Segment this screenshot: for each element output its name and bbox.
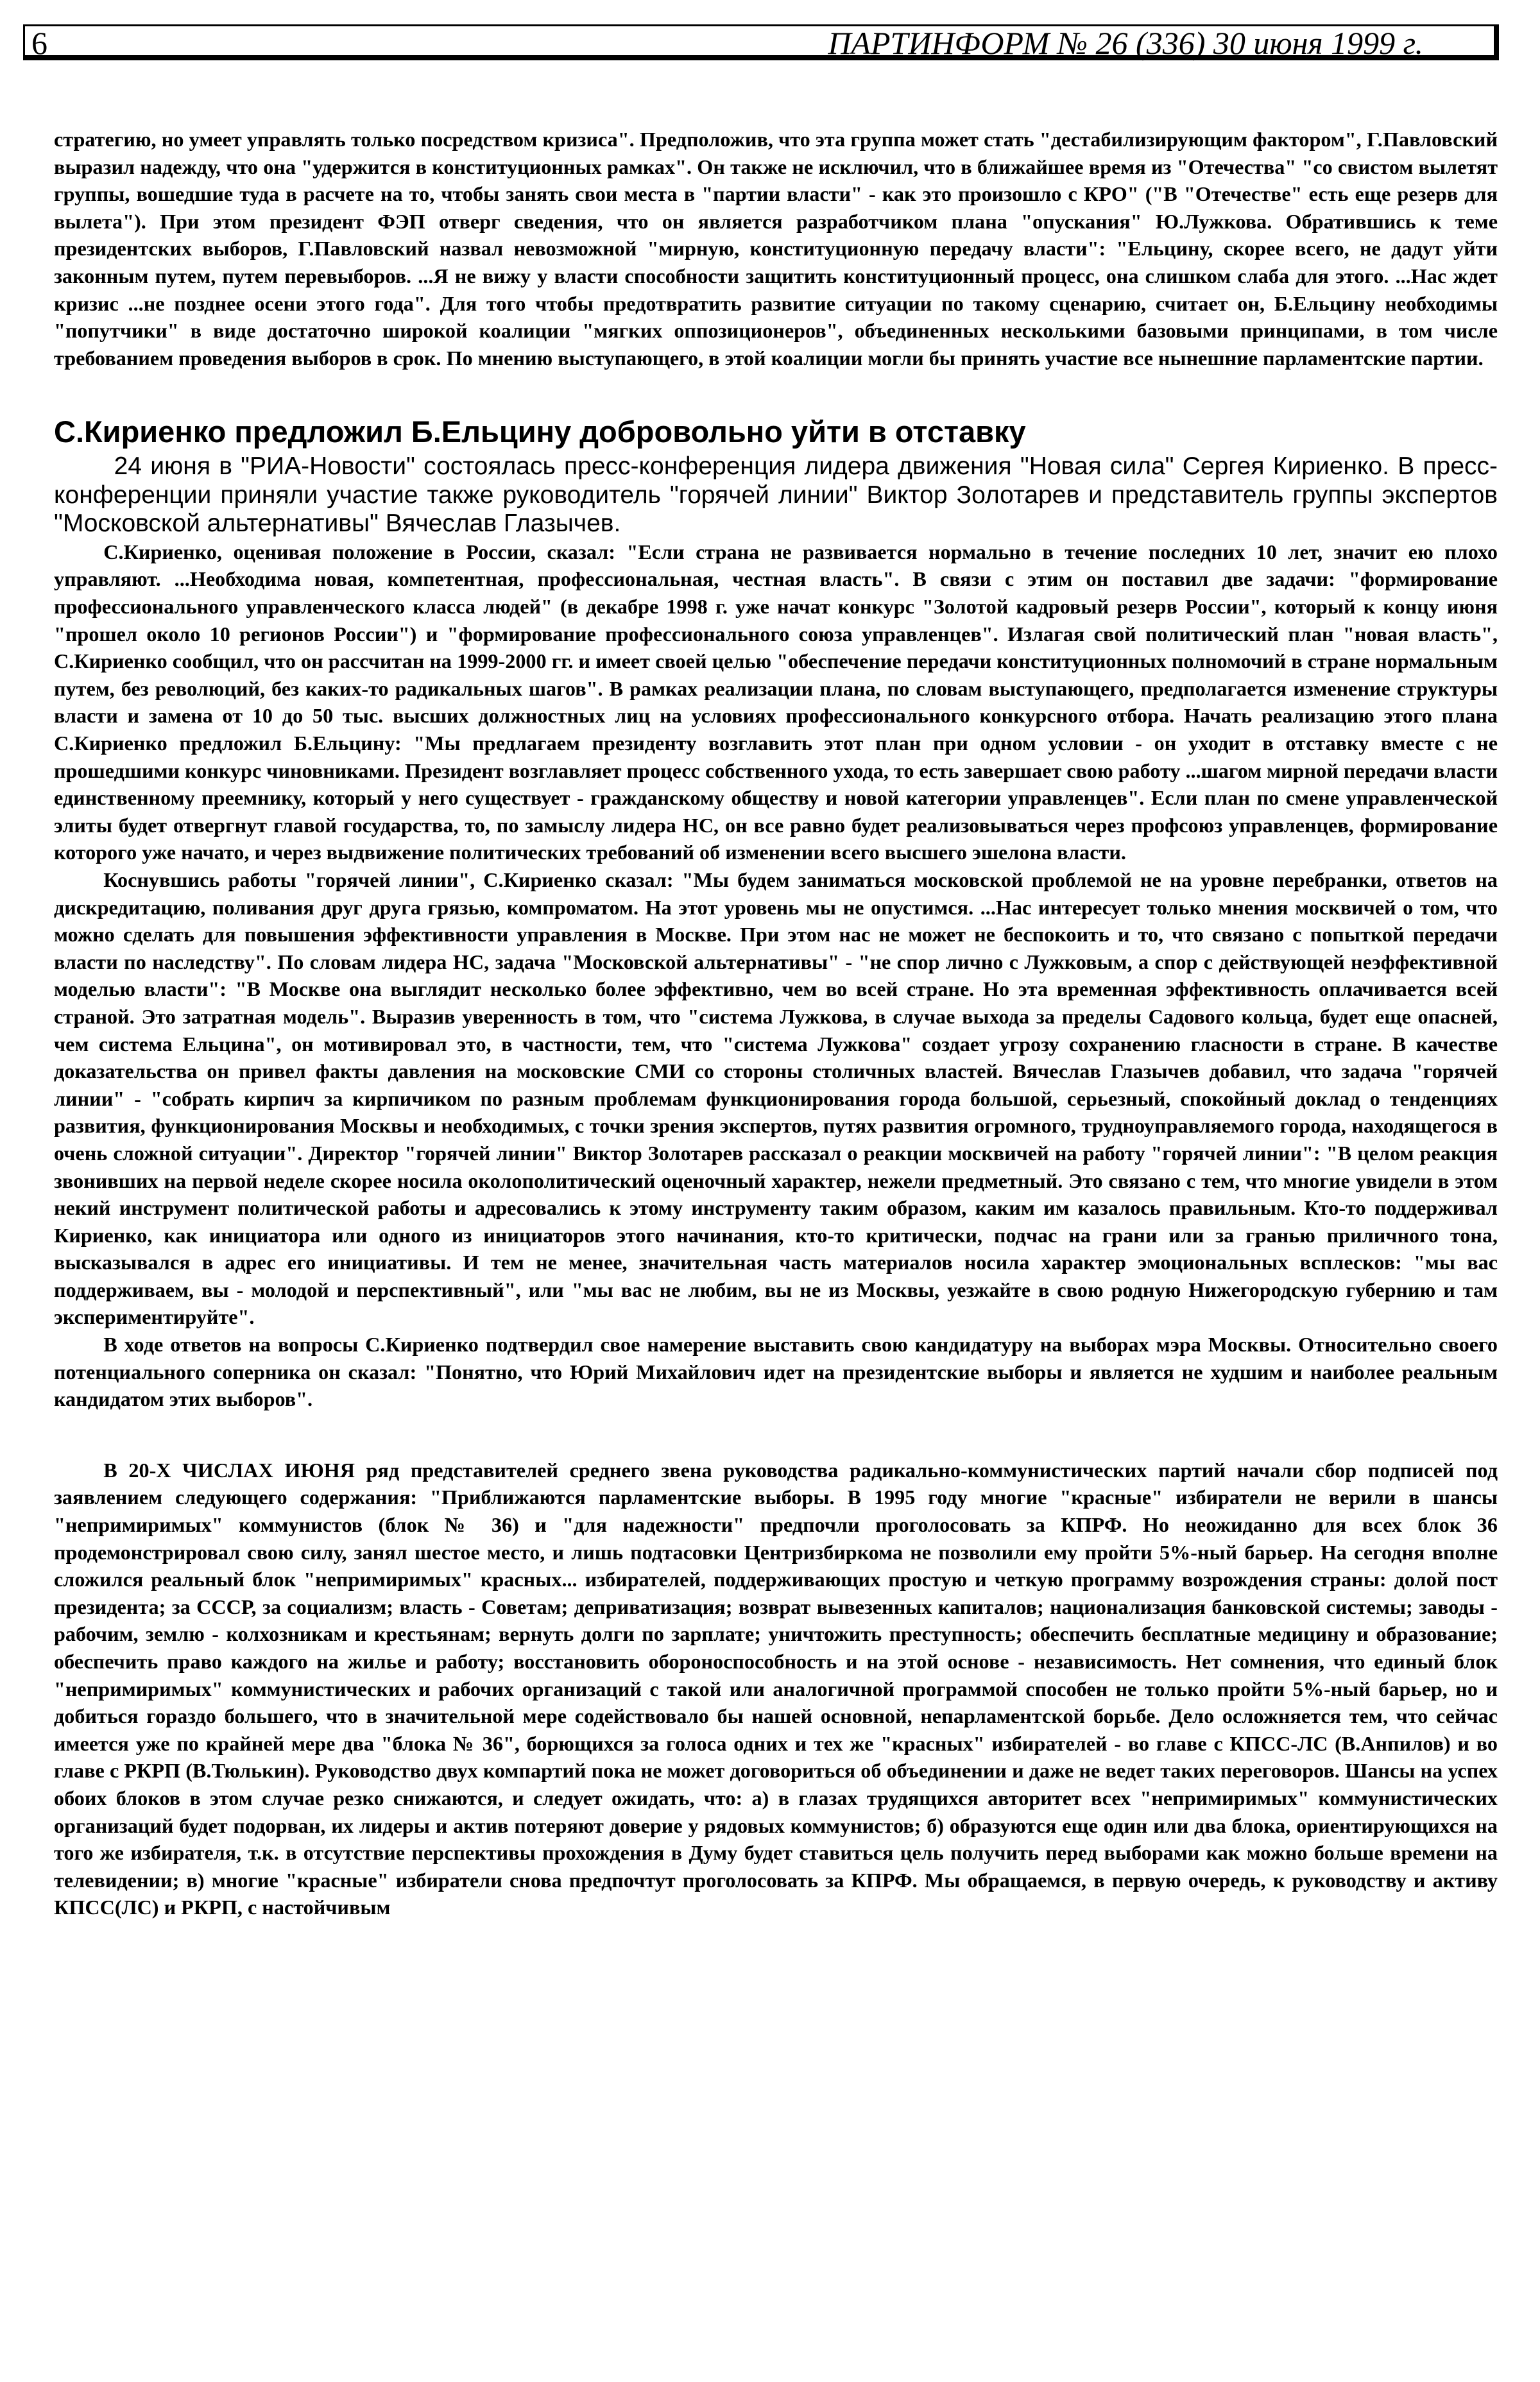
paragraph: В ходе ответов на вопросы С.Кириенко подтвердил свое намерение выставить свою кандидатуру на выборах мэра Москвы. Относительно своего потенциального соперника он сказал: "Понятно, что Юрий Михайлович идет на президентские выборы и является не худшим и наиболее реальным кандидатом этих выборов". [54, 1333, 1498, 1411]
issue-line: ПАРТИНФОРМ № 26 (336) 30 июня 1999 г. [828, 25, 1423, 61]
article-body [54, 126, 1498, 1921]
article-lead: 24 июня в "РИА-Новости" состоялась пресс-конференция лидера движения "Новая сила" Сергея Кириенко. В пресс-конференции приняли участие также руководитель "горячей линии" Виктор Золотарев и представитель группы экспертов "Московской альтернативы" Вячеслав Глазычев. [54, 452, 1498, 538]
article-title: С.Кириенко предложил Б.Ельцину добровольно уйти в отставку [54, 415, 1026, 449]
paragraph: Коснувшись работы "горячей линии", С.Кириенко сказал: "Мы будем заниматься московской проблемой не на уровне перебранки, ответов на дискредитацию, поливания друг друга грязью, компроматом. На этот уровень мы не опустимся. ...Нас интересует только мнения москвичей о том, что можно сделать для повышения эффективности управления в Москве. При этом нас не может не беспокоить и то, что связано с попыткой передачи власти по наследству". По словам лидера НС, задача "Московской альтернативы" - "не спор лично с Лужковым, а спор с действующей неэффективной моделью власти": "В Москве она выглядит несколько более эффективно, чем во всей стране. Но эта временная эффективность оплачивается всей страной. Это затратная модель". Выразив уверенность в том, что "система Лужкова, в случае выхода за пределы Садового кольца, будет еще опасней, чем система Ельцина", он мотивировал это, в частности, тем, что "система Лужкова" создает угрозу сохранению гласности в стране. В качестве доказательства он привел факты давления на московские СМИ со стороны столичных властей. Вячеслав Глазычев добавил, что задача "горячей линии" - "собрать кирпич за кирпичиком по разным проблемам функционирования города большой, серьезный, спокойный доклад о тенденциях развития, функционирования Москвы и необходимых, с точки зрения экспертов, путях развития огромного, трудноуправляемого города, находящегося в очень сложной ситуации". Директор "горячей линии" Виктор Золотарев рассказал о реакции москвичей на работу "горячей линии": "В целом реакция звонивших на первой неделе скорее носила околополитический оценочный характер, нежели предметный. Это связано с тем, что многие увидели в этом некий инструмент политической работы и адресовались к этому инструменту таким образом, каким им казалось правильным. Кто-то поддерживал Кириенко, как инициатора или одного из инициаторов этого начинания, кто-то критически, подчас на грани или за гранью приличного тона, высказывался в адрес его инициативы. И тем не менее, значительная часть материалов носила характер эмоциональных всплесков: "мы вас поддерживаем, вы - молодой и перспективный", или "мы вас не любим, вы не из Москвы, уезжайте в свою родную Нижегородскую губернию и там экспериментируйте". [54, 868, 1498, 1329]
page-header [23, 24, 1499, 60]
paragraph: стратегию, но умеет управлять только посредством кризиса". Предположив, что эта группа может стать "дестабилизирующим фактором", Г.Павловский выразил надежду, что она "удержится в конституционных рамках". Он также не исключил, что в ближайшее время из "Отечества" "со свистом вылетят группы, вошедшие туда в расчете на то, чтобы занять свои места в "партии власти" - как это произошло с КРО" ("В "Отечестве" есть еще резерв для вылета"). При этом президент ФЭП отверг сведения, что он является разработчиком плана "опускания" Ю.Лужкова. Обратившись к теме президентских выборов, Г.Павловский назвал невозможной "мирную, конституционную передачу власти": "Ельцину, скорее всего, не дадут уйти законным путем, путем перевыборов. ...Я не вижу у власти способности защитить конституционный процесс, она слишком слаба для этого. ...Нас ждет кризис ...не позднее осени этого года". Для того чтобы предотвратить развитие ситуации по такому сценарию, считает он, Б.Ельцину необходимы "попутчики" в виде достаточно широкой коалиции "мягких оппозиционеров", объединенных несколькими базовыми принципами, в том числе требованием проведения выборов в срок. По мнению выступающего, в этой коалиции могли бы принять участие все нынешние парламентские партии. [54, 128, 1498, 370]
paragraph: В 20-Х ЧИСЛАХ ИЮНЯ ряд представителей среднего звена руководства радикально-коммунистических партий начали сбор подписей под заявлением следующего содержания: "Приближаются парламентские выборы. В 1995 году многие "красные" избиратели не верили в шансы "непримиримых" коммунистов (блок № 36) и "для надежности" предпочли проголосовать за КПРФ. Но неожиданно для всех блок 36 продемонстрировал свою силу, занял шестое место, и лишь подтасовки Центризбиркома не позволили ему пройти 5%-ный барьер. На сегодня вполне сложился реальный блок "непримиримых" красных... избирателей, поддерживающих простую и четкую программу возрождения страны: долой пост президента; за СССР, за социализм; власть - Советам; деприватизация; возврат вывезенных капиталов; национализация банковской системы; заводы - рабочим, землю - колхозникам и крестьянам; вернуть долги по зарплате; уничтожить преступность; обеспечить бесплатные медицину и образование; обеспечить право каждого на жилье и работу; восстановить обороноспособность и на этой основе - независимость. Нет сомнения, что единый блок "непримиримых" коммунистических и рабочих организаций с такой или аналогичной программой способен не только пройти 5%-ный барьер, но и добиться гораздо большего, что в значительной мере содействовало бы нашей основной, непарламентской борьбе. Дело осложняется тем, что сейчас имеется уже по крайней мере два "блока № 36", борющихся за голоса одних и тех же "красных" избирателей - во главе с КПСС-ЛС (В.Анпилов) и во главе с РКРП (В.Тюлькин). Руководство двух компартий пока не может договориться об объединении и даже не ведет таких переговоров. Шансы на успех обоих блоков в этом случае резко снижаются, и следует ожидать, что: а) в глазах трудящихся авторитет всех "непримиримых" коммунистических организаций будет подорван, их лидеры и актив потеряют доверие у рядовых коммунистов; б) образуются еще один или два блока, ориентирующихся на того же избирателя, т.к. в отсутствие перспективы прохождения в Думу будет ставиться цель получить перед выборами как можно больше времени на телевидении; в) многие "красные" избиратели снова предпочтут проголосовать за КПРФ. Мы обращаемся, в первую очередь, к руководству и активу КПСС(ЛС) и РКРП, с настойчивым [54, 1458, 1498, 1919]
page-number: 6 [31, 25, 47, 61]
paragraph: С.Кириенко, оценивая положение в России, сказал: "Если страна не развивается нормально в течение последних 10 лет, значит ею плохо управляют. ...Необходима новая, компетентная, профессиональная, честная власть". В связи с этим он поставил две задачи: "формирование профессионального управленческого класса людей" (в декабре 1998 г. уже начат конкурс "Золотой кадровый резерв России", который к концу июня "прошел около 10 регионов России") и "формирование профессионального союза управленцев". Излагая свой политический план "новая власть", С.Кириенко сообщил, что он рассчитан на 1999-2000 гг. и имеет своей целью "обеспечение передачи конституционных полномочий в стране нормальным путем, без революций, без каких-то радикальных шагов". В рамках реализации плана, по словам выступающего, предполагается изменение структуры власти и замена от 10 до 50 тыс. высших должностных лиц на условиях профессионального конкурсного отбора. Начать реализацию этого плана С.Кириенко предложил Б.Ельцину: "Мы предлагаем президенту возглавить этот план при одном условии - он уходит в отставку вместе с не прошедшими конкурс чиновниками. Президент возглавляет процесс собственного ухода, то есть завершает свою работу ...шагом мирной передачи власти единственному преемнику, который у него существует - гражданскому обществу и новой категории управленцев". Если план по смене управленческой элиты будет отвергнут главой государства, то, по замыслу лидера НС, он все равно будет реализовываться через профсоюз управленцев, формирование которого уже начато, и через выдвижение политических требований об изменении всего высшего эшелона власти. [54, 540, 1498, 864]
